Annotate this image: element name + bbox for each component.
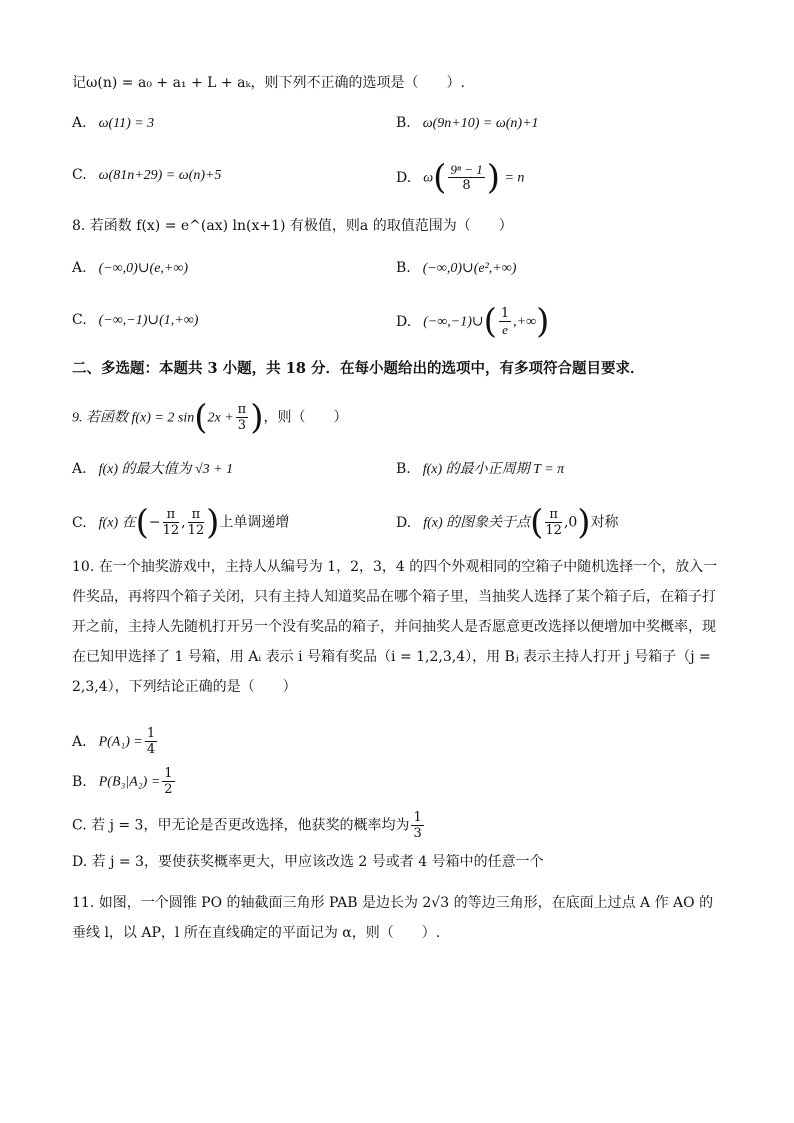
option-label: C. [72,514,87,531]
section-heading: 二、多选题：本题共 3 小题，共 18 分．在每小题给出的选项中，有多项符合题目要求． [72,360,645,377]
option-label: D. [396,313,412,330]
option-text: (−∞,0)∪(e,+∞) [98,261,189,276]
q11-stem: 11. 如图，一个圆锥 PO 的轴截面三角形 PAB 是边长为 2√3 的等边三角形，在底面上过点 A 作 AO 的垂线 l，以 AP，l 所在直线确定的平面记为 α，则（ ）. [72,895,714,941]
fraction: $\frac{\pi}{3}$ [237,402,247,433]
q9-option-d: D. f(x) 的图象关于点( $\frac{\pi}{12}$ ,0)对称 [396,502,619,543]
q9-option-a [72,459,233,480]
fraction: $\frac{1}{e}$ [500,306,510,337]
q7-option-d: D. ω( $\frac{\text{9ⁿ − 1}}{8}$ ) = n [396,157,525,198]
q7-stem: 记ω(n) = a₀ + a₁ + L + aₖ，则下列不正确的选项是（ ）. [72,75,465,91]
q10-option-a: A. P(A₁) = $\frac{1}{4}$ [72,726,156,757]
fraction: $\frac{1}{4}$ [146,726,156,757]
option-label: C. [72,312,87,328]
q8-option-c [72,310,198,331]
option-label: D. [396,514,412,531]
q10-option-d: D. 若 j = 3，要使获奖概率更大，甲应该改选 2 号或者 4 号箱中的任意一个 [72,854,544,870]
q10-stem: 10. 在一个抽奖游戏中，主持人从编号为 1，2，3，4 的四个外观相同的空箱子中随机选择一个，放入一件奖品，再将四个箱子关闭，只有主持人知道奖品在哪个箱子里，当抽奖人选择了某个箱子后，在箱子打开之前，主持人先随机打开另一个没有奖品的箱子，并问抽奖人是否愿意更改选择以便增加中奖概率，现在已知甲选择了 1 号箱，用 Aᵢ 表示 i 号箱有奖品（i = 1,2,3,4），用 Bⱼ 表示主持人打开 j 号箱子（j = 2,3,4），下列结论正确的是（ ） [72,559,718,695]
q9-stem: 9. 若函数 f(x) = 2 sin(2x + $\frac{\pi}{3}$ )，则（ ） [72,397,348,438]
option-label: A. [72,733,87,750]
option-label: B. [396,260,411,276]
option-text: f(x) 的最大值为 √3 + 1 [98,462,234,477]
option-text: ω(81n+29) = ω(n)+5 [98,168,222,183]
q10-option-b: B. P(B₃|A₂) = $\frac{1}{2}$ [72,766,173,797]
option-label: A. [72,461,87,477]
option-label: B. [396,115,411,131]
fraction: $\frac{1}{3}$ [413,810,422,841]
option-label: B. [396,461,411,477]
q8-option-a [72,258,188,279]
option-pre: ω [423,170,434,186]
option-label: D. [396,169,412,186]
option-label: A. [72,115,87,131]
q10-option-c: C. 若 j = 3，甲无论是否更改选择，他获奖的概率均为 $\frac{1}{3}$ [72,810,422,841]
option-label: C. [72,817,87,834]
q8-option-d: D. (−∞,−1)∪( $\frac{1}{e}$ ,+∞) [396,301,550,342]
option-text: ω(11) = 3 [98,116,155,131]
q9-option-b [396,459,564,480]
option-label: A. [72,260,87,276]
option-text: (−∞,0)∪(e²,+∞) [422,261,517,276]
q7-option-b [396,113,539,134]
option-post: = n [504,170,525,186]
q7-option-c [72,165,221,186]
option-label: D. [72,854,88,870]
option-label: B. [72,773,87,790]
q8-option-b [396,258,516,279]
option-label: C. [72,167,87,183]
option-text: ω(9n+10) = ω(n)+1 [422,116,539,131]
fraction: $\frac{1}{2}$ [164,766,173,797]
fraction: $\frac{\text{9ⁿ − 1}}{8}$ [450,162,483,193]
option-pre: (−∞,−1)∪ [423,314,484,330]
fraction: $\frac{\pi}{12}$ [545,507,562,538]
option-text: f(x) 的最小正周期 T = π [422,462,565,477]
option-text: (−∞,−1)∪(1,+∞) [98,313,199,328]
fraction: $\frac{\pi}{12}$ [187,507,205,538]
fraction: $\frac{\pi}{12}$ [162,507,180,538]
q7-option-a [72,113,154,134]
q9-option-c: C. f(x) 在(− $\frac{\pi}{12}$ , $\frac{\pi}{12}$ )上单调递增 [72,502,290,543]
q8-stem: 8. 若函数 f(x) = e^(ax) ln(x+1) 有极值，则a 的取值范围为（ ） [72,218,513,234]
option-post: ,+∞ [513,314,537,330]
